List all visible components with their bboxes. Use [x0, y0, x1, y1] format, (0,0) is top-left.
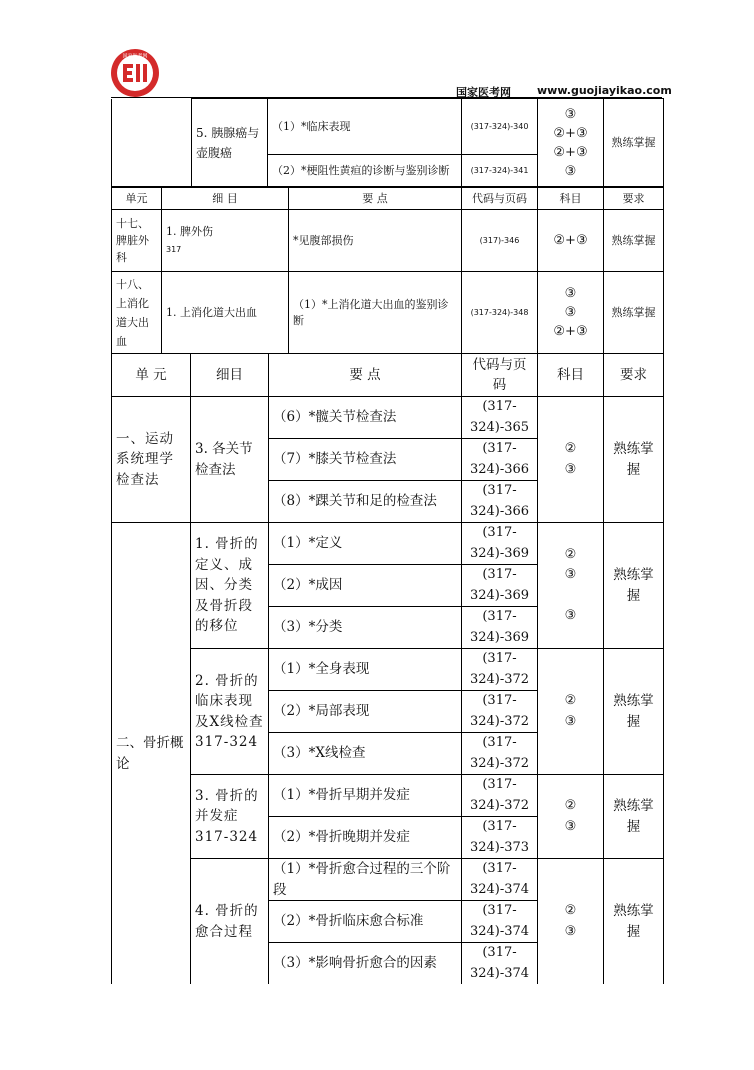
code-cell: (317-324)-348	[462, 272, 538, 354]
continuation-table	[111, 98, 664, 187]
detail-cell: 2. 骨折的临床表现及X线检查317-324	[191, 649, 269, 775]
logo-text: 国家医考网	[122, 53, 148, 60]
requirement-cell: 熟练掌握	[604, 272, 664, 354]
code-cell: (317-324)-340	[462, 99, 538, 155]
requirement-cell: 熟练掌握	[604, 210, 664, 272]
subject-cell: ③ ③ ②+③	[538, 272, 604, 354]
requirement-cell: 熟练掌握	[604, 859, 664, 985]
header-code: 代码与页码	[462, 188, 538, 210]
detail-cell: 1. 骨折的定义、成因、分类及骨折段的移位	[191, 523, 269, 649]
requirement-cell: 熟练掌握	[604, 397, 664, 523]
detail-cell: 1. 脾外伤 317	[162, 210, 289, 272]
point-cell: （2）*骨折晚期并发症	[269, 817, 462, 859]
point-cell: （3）*分类	[269, 607, 462, 649]
code-cell: (317-324)-372	[462, 733, 538, 775]
requirement-cell: 熟练掌握	[604, 775, 664, 859]
subject-cell: ②+③	[538, 210, 604, 272]
point-cell: （1）*上消化道大出血的鉴别诊断	[289, 272, 462, 354]
code-cell: (317-324)-366	[462, 481, 538, 523]
code-cell: (317-324)-369	[462, 523, 538, 565]
empty-unit-cell	[112, 99, 192, 187]
unit-cell: 一、运动系统理学检查法	[112, 397, 191, 523]
subject-cell: ② ③	[538, 397, 604, 523]
point-cell: （1）*全身表现	[269, 649, 462, 691]
header-unit: 单 元	[112, 354, 191, 397]
point-cell: （1）*临床表现	[268, 99, 462, 155]
code-cell: (317-324)-366	[462, 439, 538, 481]
point-cell: （8）*踝关节和足的检查法	[269, 481, 462, 523]
header-requirement: 要求	[604, 188, 664, 210]
code-cell: (317-324)-372	[462, 691, 538, 733]
point-cell: （7）*膝关节检查法	[269, 439, 462, 481]
subject-cell: ② ③	[538, 775, 604, 859]
point-cell: （1）*骨折早期并发症	[269, 775, 462, 817]
site-logo	[110, 48, 160, 98]
unit-cell: 十八、上消化道大出血	[112, 272, 162, 354]
header-subject: 科目	[538, 188, 604, 210]
header-detail: 细 目	[162, 188, 289, 210]
point-cell: （1）*定义	[269, 523, 462, 565]
code-cell: (317-324)-372	[462, 775, 538, 817]
unit-cell: 二、骨折概论	[112, 523, 191, 985]
subject-cell: ② ③ ③	[538, 523, 604, 649]
point-cell: （2）*局部表现	[269, 691, 462, 733]
requirement-cell: 熟练掌握	[604, 99, 664, 187]
site-name: 国家医考网	[456, 86, 511, 99]
requirement-cell: 熟练掌握	[604, 523, 664, 649]
detail-cell: 4. 骨折的愈合过程	[191, 859, 269, 985]
header-requirement: 要求	[604, 354, 664, 397]
code-cell: (317-324)-369	[462, 607, 538, 649]
header-point: 要 点	[269, 354, 462, 397]
code-cell: (317-324)-369	[462, 565, 538, 607]
code-cell: (317-324)-372	[462, 649, 538, 691]
detail-cell: 3. 骨折的并发症317-324	[191, 775, 269, 859]
unit-cell: 十七、脾脏外科	[112, 210, 162, 272]
point-cell: （1）*骨折愈合过程的三个阶段	[269, 859, 462, 901]
point-cell: （2）*成因	[269, 565, 462, 607]
code-cell: (317-324)-374	[462, 859, 538, 901]
point-cell: （2）*梗阻性黄疸的诊断与鉴别诊断	[268, 155, 462, 187]
code-cell: (317-324)-341	[462, 155, 538, 187]
detail-cell: 3. 各关节检查法	[191, 397, 269, 523]
code-cell: (317-324)-365	[462, 397, 538, 439]
point-cell: （3）*X线检查	[269, 733, 462, 775]
code-cell: (317-324)-374	[462, 901, 538, 943]
point-cell: （3）*影响骨折愈合的因素	[269, 943, 462, 985]
spleen-table	[111, 187, 664, 354]
detail-cell: 1. 上消化道大出血	[162, 272, 289, 354]
header-unit: 单元	[112, 188, 162, 210]
site-url[interactable]: www.guojiayikao.com	[537, 84, 672, 97]
header-code: 代码与页码	[462, 354, 538, 397]
point-cell: （6）*髋关节检查法	[269, 397, 462, 439]
point-cell: （2）*骨折临床愈合标准	[269, 901, 462, 943]
requirement-cell: 熟练掌握	[604, 649, 664, 775]
header-point: 要 点	[289, 188, 462, 210]
point-cell: *见腹部损伤	[289, 210, 462, 272]
header-detail: 细目	[191, 354, 269, 397]
subject-cell: ③ ②+③ ②+③ ③	[538, 99, 604, 187]
code-cell: (317)-346	[462, 210, 538, 272]
subject-cell: ② ③	[538, 649, 604, 775]
code-cell: (317-324)-373	[462, 817, 538, 859]
subject-cell: ② ③	[538, 859, 604, 985]
orthopedics-table	[111, 353, 664, 984]
detail-cell: 5. 胰腺癌与壶腹癌	[192, 99, 268, 187]
code-cell: (317-324)-374	[462, 943, 538, 985]
header-subject: 科目	[538, 354, 604, 397]
